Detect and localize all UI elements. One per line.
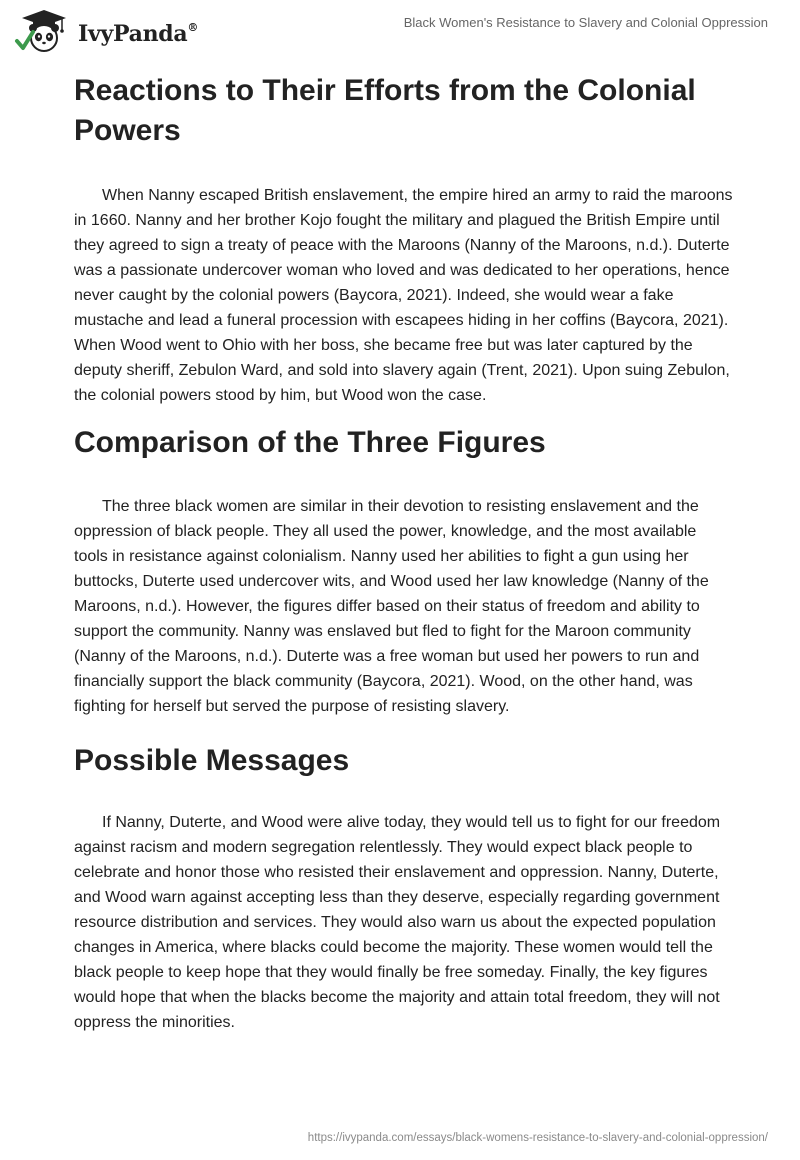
section-heading-comparison: Comparison of the Three Figures [74, 426, 546, 459]
section-paragraph-reactions: When Nanny escaped British enslavement, the empire hired an army to raid the maroons in 1660. Nanny and her brother Kojo fought the military and plagued the British Empire until they agreed to sign a treaty of peace with the Maroons (Nanny of the Maroons, n.d.). Duterte was a passionate undercover woman who loved and was dedicated to her operations, hence never caught by the colonial powers (Baycora, 2021). Indeed, she would wear a fake mustache and lead a funeral procession with escapees hiding in her coffins (Baycora, 2021). When Wood went to Ohio with her boss, she became free but was later captured by the deputy sheriff, Zebulon Ward, and sold into slavery again (Trent, 2021). Upon suing Zebulon, the colonial powers stood by him, but Wood won the case. [74, 187, 733, 404]
logo-wordmark: IvyPanda® [78, 20, 199, 47]
page-header [0, 0, 800, 60]
panda-graduate-icon [14, 8, 70, 54]
section-heading-messages: Possible Messages [74, 744, 350, 777]
section-paragraph-comparison: The three black women are similar in their devotion to resisting enslavement and the oppression of black people. They all used the power, knowledge, and the most available tools in resistance against colonialism. Nanny used her abilities to fight a gun using her buttocks, Duterte used undercover wits, and Wood used her law knowledge (Nanny of the Maroons, n.d.). However, the figures differ based on their status of freedom and ability to support the community. Nanny was enslaved but fled to fight for the Maroon community (Nanny of the Maroons, n.d.). Duterte was a free woman but used her powers to run and financially support the black community (Baycora, 2021). Wood, on the other hand, was fighting for herself but served the purpose of resisting slavery. [74, 498, 709, 715]
ivypanda-logo[interactable] [14, 8, 214, 54]
document-title: Black Women's Resistance to Slavery and Colonial Oppression [403, 15, 768, 30]
section-heading-reactions: Reactions to Their Efforts from the Colonial Powers [74, 74, 696, 147]
essay-body [74, 70, 734, 1035]
section-paragraph-messages: If Nanny, Duterte, and Wood were alive today, they would tell us to fight for our freedom against racism and modern segregation relentlessly. They would expect black people to celebrate and honor those who resisted their enslavement and oppression. Nanny, Duterte, and Wood warn against accepting less than they deserve, especially regarding government resource distribution and services. They would also warn us about the expected population changes in America, where blacks could become the majority. These women would tell the black people to keep hope that they would finally be free someday. Finally, the key figures would hope that when the blacks become the majority and attain total freedom, they will not oppress the minorities. [74, 814, 721, 1031]
source-url-link[interactable]: https://ivypanda.com/essays/black-womens-resistance-to-slavery-and-colonial-oppression/ [307, 1132, 768, 1144]
